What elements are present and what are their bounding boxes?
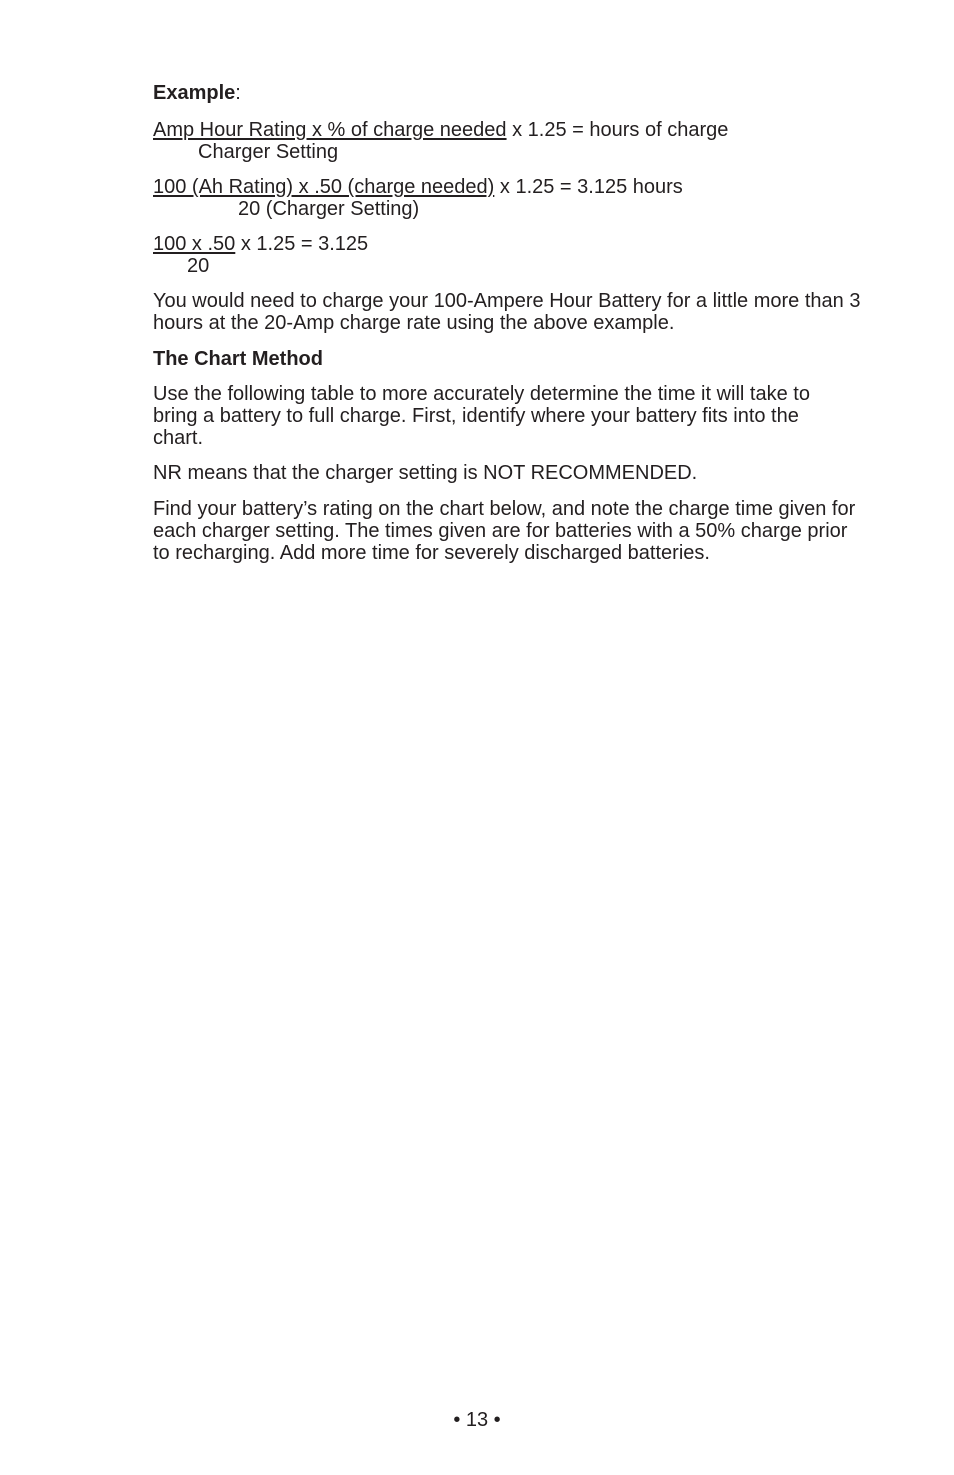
formula-simplified-top <box>153 233 368 255</box>
formula-example-numerator: 100 (Ah Rating) x .50 (charge needed) <box>153 176 495 198</box>
formula-general-top <box>153 119 728 141</box>
formula-example-denominator: 20 (Charger Setting) <box>238 198 420 220</box>
paragraph-conclusion: You would need to charge your 100-Ampere Hour Battery for a little more than 3 hours at the 20-Amp charge rate using the above example. <box>153 290 861 334</box>
example-label <box>153 82 241 104</box>
formula-example-rest: x 1.25 = 3.125 hours <box>494 176 683 198</box>
formula-general-numerator: Amp Hour Rating x % of charge needed <box>153 119 507 141</box>
example-colon: : <box>235 82 241 104</box>
formula-example <box>153 176 683 220</box>
formula-example-top <box>153 176 683 198</box>
paragraph-chart-intro: Use the following table to more accurately determine the time it will take to bring a battery to full charge. First, identify where your battery fits into the chart. <box>153 383 810 449</box>
example-heading: Example <box>153 82 236 104</box>
formula-general-denominator: Charger Setting <box>198 141 339 163</box>
paragraph-nr-note: NR means that the charger setting is NOT RECOMMENDED. <box>153 462 698 484</box>
formula-simplified-rest: x 1.25 = 3.125 <box>235 233 369 255</box>
formula-simplified-numerator: 100 x .50 <box>153 233 236 255</box>
section-heading-chart-method: The Chart Method <box>153 348 323 370</box>
formula-simplified <box>153 233 368 277</box>
formula-general <box>153 119 728 163</box>
formula-simplified-denominator: 20 <box>187 255 210 277</box>
page-number: • 13 • <box>453 1409 501 1431</box>
paragraph-find-rating: Find your battery’s rating on the chart below, and note the charge time given for each charger setting. The times given are for batteries with a 50% charge prior to recharging. Add more time for severely discharged batteries. <box>153 498 856 564</box>
formula-general-rest: x 1.25 = hours of charge <box>506 119 729 141</box>
